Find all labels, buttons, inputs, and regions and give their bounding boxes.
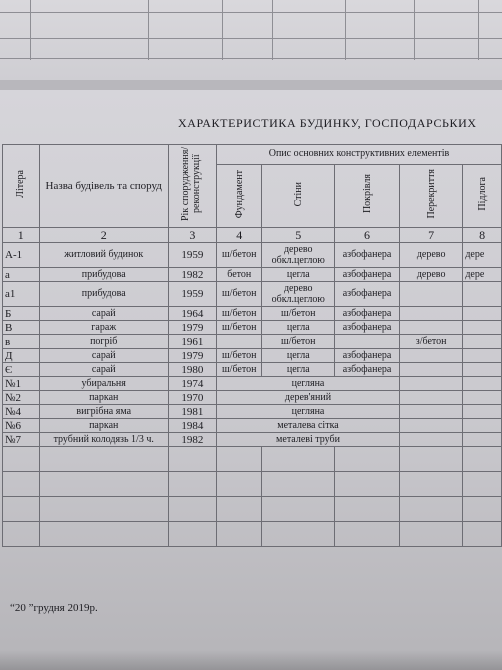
cell-litera: №1 <box>3 377 40 391</box>
column-number: 8 <box>463 228 502 243</box>
cell-year: 1981 <box>168 405 216 419</box>
cell-floors <box>399 363 462 377</box>
table-row <box>3 307 502 321</box>
header-year: Рік спорудження/реконструкції <box>168 145 216 228</box>
header-walls: Стіни <box>262 164 335 227</box>
cell-empty <box>399 419 462 433</box>
cell-name: прибудова <box>39 282 168 307</box>
cell-floors <box>399 349 462 363</box>
cell-walls: дерево обкл.цеглою <box>262 243 335 268</box>
column-number: 3 <box>168 228 216 243</box>
cell-name: паркан <box>39 419 168 433</box>
table-row <box>3 268 502 282</box>
cell-empty <box>399 377 462 391</box>
cell-walls: цегла <box>262 363 335 377</box>
table-row <box>3 335 502 349</box>
cell-subfloor <box>463 349 502 363</box>
cell-empty <box>463 377 502 391</box>
column-number: 5 <box>262 228 335 243</box>
cell-year: 1961 <box>168 335 216 349</box>
empty-row <box>3 497 502 522</box>
cell-empty <box>463 433 502 447</box>
cell-litera: №6 <box>3 419 40 433</box>
structure-row <box>3 419 502 433</box>
structure-row <box>3 377 502 391</box>
structure-row <box>3 391 502 405</box>
cell-floors: з/бетон <box>399 335 462 349</box>
cell-year: 1970 <box>168 391 216 405</box>
cell-empty <box>399 433 462 447</box>
cell-walls: ш/бетон <box>262 307 335 321</box>
previous-page <box>0 0 502 80</box>
cell-foundation: ш/бетон <box>217 307 262 321</box>
cell-litera: №2 <box>3 391 40 405</box>
cell-walls: цегла <box>262 268 335 282</box>
header-floors: Перекриття <box>399 164 462 227</box>
empty-row <box>3 447 502 472</box>
cell-foundation: ш/бетон <box>217 349 262 363</box>
cell-floors: дерево <box>399 268 462 282</box>
cell-litera: Б <box>3 307 40 321</box>
cell-year: 1980 <box>168 363 216 377</box>
document-title: ХАРАКТЕРИСТИКА БУДИНКУ, ГОСПОДАРСЬКИХ <box>178 116 477 130</box>
cell-litera: А-1 <box>3 243 40 268</box>
cell-litera: Д <box>3 349 40 363</box>
buildings-table <box>2 144 502 547</box>
cell-empty <box>463 405 502 419</box>
cell-description: дерев'яний <box>217 391 400 405</box>
table-row <box>3 363 502 377</box>
column-number: 7 <box>399 228 462 243</box>
cell-name: прибудова <box>39 268 168 282</box>
header-subfloor: Підлога <box>463 164 502 227</box>
cell-subfloor <box>463 363 502 377</box>
cell-roof: азбофанера <box>335 321 400 335</box>
cell-subfloor: дере <box>463 243 502 268</box>
structure-row <box>3 433 502 447</box>
cell-litera: в <box>3 335 40 349</box>
cell-empty <box>399 391 462 405</box>
column-number: 2 <box>39 228 168 243</box>
structure-row <box>3 405 502 419</box>
cell-year: 1974 <box>168 377 216 391</box>
cell-empty <box>463 419 502 433</box>
cell-litera: №7 <box>3 433 40 447</box>
cell-subfloor <box>463 307 502 321</box>
cell-description: цегляна <box>217 405 400 419</box>
cell-roof: азбофанера <box>335 243 400 268</box>
header-group: Опис основних конструктивних елементів <box>217 145 502 165</box>
cell-name: гараж <box>39 321 168 335</box>
cell-year: 1979 <box>168 349 216 363</box>
cell-empty <box>463 391 502 405</box>
cell-name: сарай <box>39 307 168 321</box>
document-page <box>0 90 502 670</box>
cell-year: 1979 <box>168 321 216 335</box>
cell-name: трубний колодязь 1/3 ч. <box>39 433 168 447</box>
cell-foundation: ш/бетон <box>217 243 262 268</box>
cell-description: металеві труби <box>217 433 400 447</box>
column-number: 6 <box>335 228 400 243</box>
header-roof: Покрівля <box>335 164 400 227</box>
cell-floors <box>399 307 462 321</box>
cell-name: сарай <box>39 363 168 377</box>
table-row <box>3 321 502 335</box>
cell-year: 1959 <box>168 243 216 268</box>
cell-floors: дерево <box>399 243 462 268</box>
column-number: 1 <box>3 228 40 243</box>
cell-walls: цегла <box>262 349 335 363</box>
page-shadow <box>0 650 502 670</box>
cell-roof: азбофанера <box>335 307 400 321</box>
cell-litera: а1 <box>3 282 40 307</box>
cell-roof: азбофанера <box>335 282 400 307</box>
cell-foundation: ш/бетон <box>217 282 262 307</box>
cell-description: металева сітка <box>217 419 400 433</box>
cell-year: 1982 <box>168 268 216 282</box>
cell-name: сарай <box>39 349 168 363</box>
empty-row <box>3 522 502 547</box>
cell-name: житловий будинок <box>39 243 168 268</box>
cell-year: 1964 <box>168 307 216 321</box>
cell-year: 1959 <box>168 282 216 307</box>
cell-walls: дерево обкл.цеглою <box>262 282 335 307</box>
header-foundation: Фундамент <box>217 164 262 227</box>
column-number: 4 <box>217 228 262 243</box>
cell-foundation: ш/бетон <box>217 321 262 335</box>
cell-walls: цегла <box>262 321 335 335</box>
cell-roof <box>335 335 400 349</box>
cell-floors <box>399 282 462 307</box>
header-row-top <box>3 145 502 165</box>
cell-litera: В <box>3 321 40 335</box>
table-row <box>3 349 502 363</box>
cell-subfloor <box>463 282 502 307</box>
cell-name: паркан <box>39 391 168 405</box>
cell-year: 1982 <box>168 433 216 447</box>
cell-floors <box>399 321 462 335</box>
cell-litera: №4 <box>3 405 40 419</box>
cell-subfloor <box>463 321 502 335</box>
cell-foundation: ш/бетон <box>217 363 262 377</box>
cell-description: цегляна <box>217 377 400 391</box>
cell-foundation <box>217 335 262 349</box>
cell-subfloor: дере <box>463 268 502 282</box>
cell-name: убиральня <box>39 377 168 391</box>
cell-roof: азбофанера <box>335 268 400 282</box>
cell-roof: азбофанера <box>335 349 400 363</box>
header-litera: Літера <box>3 145 40 228</box>
cell-year: 1984 <box>168 419 216 433</box>
cell-name: погріб <box>39 335 168 349</box>
cell-litera: а <box>3 268 40 282</box>
cell-foundation: бетон <box>217 268 262 282</box>
cell-subfloor <box>463 335 502 349</box>
cell-litera: Є <box>3 363 40 377</box>
cell-walls: ш/бетон <box>262 335 335 349</box>
cell-roof: азбофанера <box>335 363 400 377</box>
footer-date: “20 ”грудня 2019р. <box>10 602 98 614</box>
column-number-row <box>3 228 502 243</box>
header-name: Назва будівель та споруд <box>39 145 168 228</box>
cell-empty <box>399 405 462 419</box>
empty-row <box>3 472 502 497</box>
table-row <box>3 282 502 307</box>
table-row <box>3 243 502 268</box>
cell-name: вигрібна яма <box>39 405 168 419</box>
